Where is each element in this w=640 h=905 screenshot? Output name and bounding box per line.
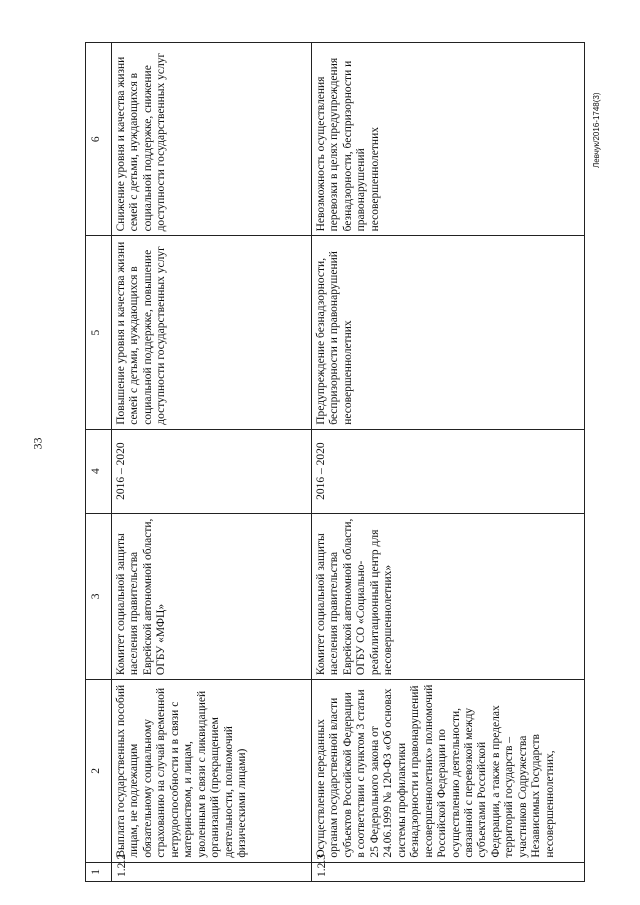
header-cell-4: 4 <box>86 429 112 513</box>
program-table <box>85 42 585 882</box>
expected-result-cell: Предупреждение безнадзорности, беспризорности и правонарушений несовершеннолетних <box>312 236 585 429</box>
table-row <box>112 43 312 882</box>
header-row <box>86 43 112 882</box>
period-cell: 2016 – 2020 <box>112 429 312 513</box>
header-cell-3: 3 <box>86 513 112 680</box>
document-stamp: Левчук/2016-1748(3) <box>592 92 601 168</box>
page-number: 33 <box>30 437 45 450</box>
consequences-cell: Невозможность осуществления перевозки в целях предупреждения безнадзорности, беспризорности и правонарушений несовершеннолетних <box>312 43 585 236</box>
program-table-rotated <box>85 42 585 882</box>
row-number: 1.2.2 <box>112 862 312 881</box>
consequences-cell: Снижение уровня и качества жизни семей с детьми, нуждающихся в социальной поддержке, снижение доступности государственных услуг <box>112 43 312 236</box>
measure-cell: Выплата государственных пособий лицам, не подлежащим обязательному социальному страхованию на случай временной нетрудоспособности и в связи с материнством, и лицам, уволенным в связи с ликвидацией организаций (прекращением деятельности, полномочий физическими лицами) <box>112 680 312 863</box>
header-cell-5: 5 <box>86 236 112 429</box>
header-cell-1: 1 <box>86 862 112 881</box>
executor-cell: Комитет социальной защиты населения правительства Еврейской автономной области, ОГБУ СО «Социально-реабилитационный центр для несовершеннолетних» <box>312 513 585 680</box>
executor-cell: Комитет социальной защиты населения правительства Еврейской автономной области, ОГБУ «МФЦ» <box>112 513 312 680</box>
period-cell: 2016 – 2020 <box>312 429 585 513</box>
expected-result-cell: Повышение уровня и качества жизни семей с детьми, нуждающихся в социальной поддержке, повышение доступности государственных услуг <box>112 236 312 429</box>
measure-cell: Осуществление переданных органам государственной власти субъектов Российской Федерации в соответствии с пунктом 3 статьи 25 Федерального закона от 24.06.1999 № 120-ФЗ «Об основах системы профилактики безнадзорности и правонарушений несовершеннолетних» полномочий Российской Федерации по осуществлению деятельности, связанной с перевозкой между субъектами Российской Федерации, а также в пределах территорий государств – участников Содружества Независимых Государств несовершеннолетних, <box>312 680 585 863</box>
table-row <box>312 43 585 882</box>
header-cell-2: 2 <box>86 680 112 863</box>
header-cell-6: 6 <box>86 43 112 236</box>
row-number: 1.2.3 <box>312 862 585 881</box>
